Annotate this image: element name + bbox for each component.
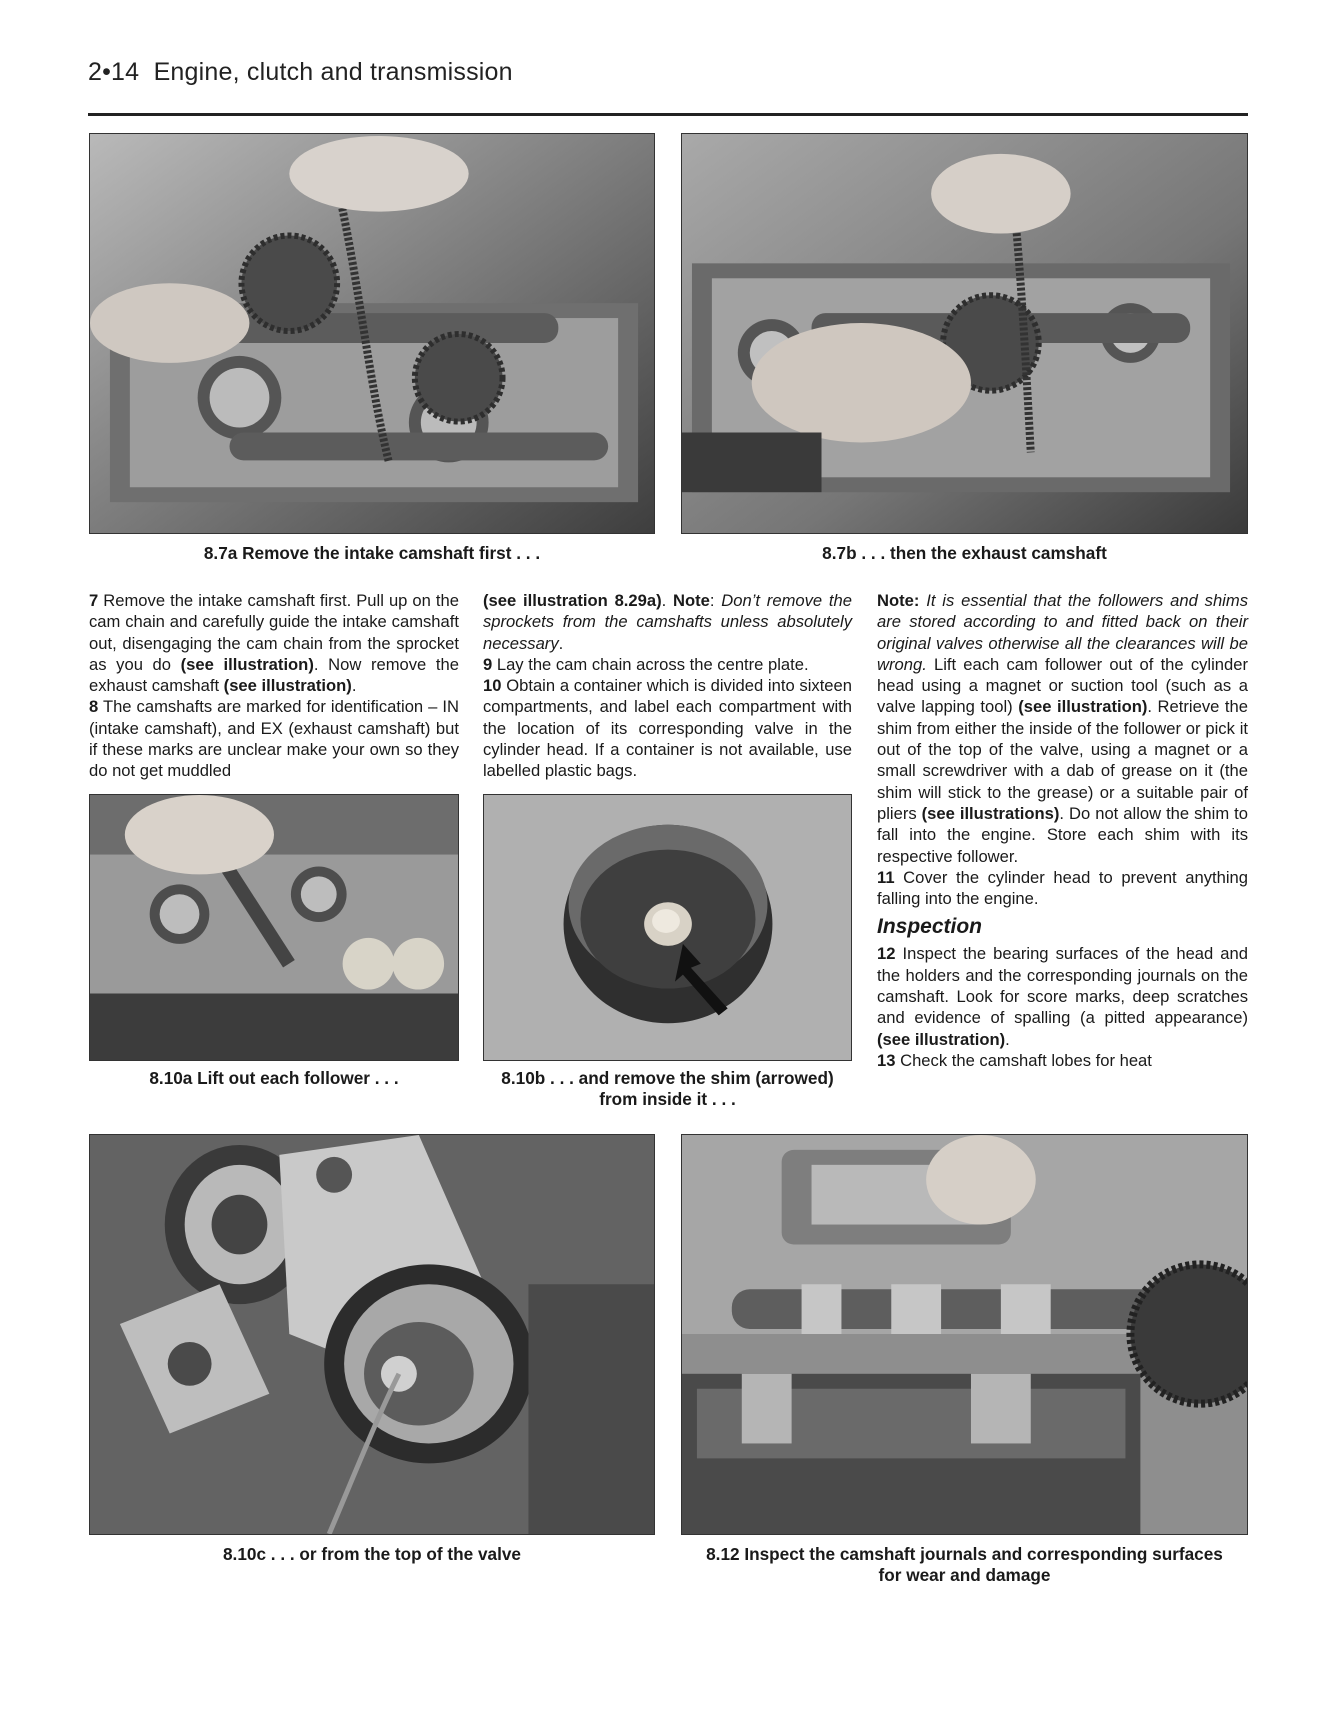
- photo-8-7a: [89, 133, 655, 534]
- text-column-1: [89, 590, 459, 782]
- photo-8-10b: [483, 794, 852, 1061]
- caption-8-12-line1: 8.12 Inspect the camshaft journals and corresponding surfaces: [706, 1544, 1223, 1564]
- paragraph-13: 13 Check the camshaft lobes for heat: [877, 1050, 1152, 1070]
- page-header: [88, 58, 513, 87]
- caption-8-10b-line2: from inside it . . .: [599, 1089, 736, 1109]
- text-column-2: [483, 590, 852, 782]
- paragraph-8-start: 8 The camshafts are marked for identification – IN (intake camshaft), and EX (exhaust camshaft) but if these marks are unclear make your own so they do not get muddled: [89, 697, 459, 781]
- caption-8-7b: 8.7b . . . then the exhaust camshaft: [822, 543, 1107, 563]
- follower-removal-photo: [90, 795, 458, 1060]
- section-title: Engine, clutch and transmission: [153, 58, 513, 86]
- camshaft-removal-photo: [90, 134, 654, 533]
- paragraph-11: 11 Cover the cylinder head to prevent anything falling into the engine.: [877, 867, 1248, 909]
- shim-on-valve-photo: [90, 1135, 654, 1534]
- paragraph-12: 12 Inspect the bearing surfaces of the head and the holders and the corresponding journals on the camshaft. Look for score marks, deep scratches and evidence of spalling (a pitted appearance) (see illustration).: [877, 944, 1248, 1049]
- shim-in-follower-photo: [484, 795, 851, 1060]
- text-column-3: [877, 590, 1248, 1071]
- caption-8-10a: 8.10a Lift out each follower . . .: [149, 1068, 399, 1088]
- caption-8-12: [681, 1544, 1248, 1586]
- photo-8-10a: [89, 794, 459, 1061]
- caption-8-7a: 8.7a Remove the intake camshaft first . . .: [203, 543, 541, 563]
- photo-8-10c: [89, 1134, 655, 1535]
- photo-8-7b: [681, 133, 1248, 534]
- paragraph-10-cont: Note: It is essential that the followers and shims are stored according to and fitted back on their original valves otherwise all the clearances will be wrong. Lift each cam follower out of the cylinder head using a magnet or suction tool (such as a valve lapping tool) (see illustration). Retrieve the shim from either the inside of the follower or pick it out of the top of the valve, using a magnet or a small screwdriver with a dab of grease on it (the shim will stick to the grease) or a suitable pair of pliers (see illustrations). Do not allow the shim to fall into the engine. Store each shim with its respective follower.: [877, 591, 1248, 866]
- caption-8-10c: 8.10c . . . or from the top of the valve: [223, 1544, 521, 1564]
- paragraph-7: 7 Remove the intake camshaft first. Pull up on the cam chain and carefully guide the intake camshaft out, disengaging the cam chain from the sprocket as you do (see illustration). Now remove the exhaust camshaft (see illustration).: [89, 591, 459, 696]
- paragraph-10-start: 10 Obtain a container which is divided into sixteen compartments, and label each compartment with the location of its corresponding valve in the cylinder head. If a container is not available, use labelled plastic bags.: [483, 676, 852, 781]
- exhaust-camshaft-photo: [682, 134, 1247, 533]
- paragraph-9: 9 Lay the cam chain across the centre plate.: [483, 654, 809, 674]
- inspection-heading: Inspection: [877, 915, 983, 939]
- camshaft-journal-photo: [682, 1135, 1247, 1534]
- caption-8-12-line2: for wear and damage: [878, 1565, 1051, 1585]
- paragraph-8-cont: (see illustration 8.29a). Note: Don’t remove the sprockets from the camshafts unless absolutely necessary.: [483, 591, 852, 653]
- photo-8-12: [681, 1134, 1248, 1535]
- caption-8-10b: [483, 1068, 852, 1110]
- header-rule: [88, 113, 1248, 116]
- caption-8-10b-line1: 8.10b . . . and remove the shim (arrowed): [501, 1068, 834, 1088]
- page-number: 2•14: [88, 58, 140, 86]
